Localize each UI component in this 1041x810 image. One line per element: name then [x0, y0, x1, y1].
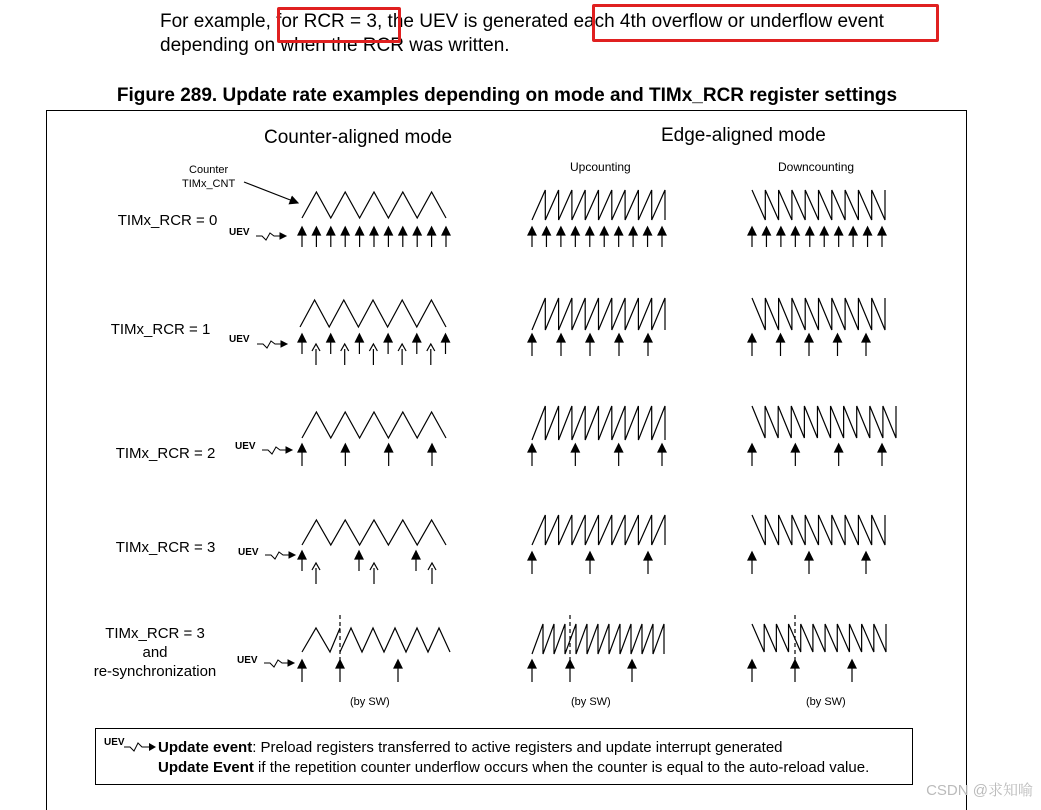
- uev-arrow: [777, 227, 785, 247]
- uev-arrow: [878, 444, 886, 466]
- uev-arrow: [644, 227, 652, 247]
- uev-arrow: [413, 227, 421, 247]
- row-label-rcr0: TIMx_RCR = 0: [117, 212, 218, 229]
- uev-arrow: [336, 660, 344, 682]
- downcount-wave: [752, 624, 886, 652]
- uev-arrow: [312, 344, 320, 365]
- uev-label-rcr1: UEV: [229, 334, 250, 345]
- uev-arrow: [413, 334, 421, 354]
- uev-arrow: [298, 334, 306, 354]
- counter-pointer-arrow: [244, 182, 298, 203]
- uev-arrow: [777, 334, 785, 356]
- uev-arrow: [428, 444, 436, 466]
- uev-arrow: [384, 227, 392, 247]
- upcount-wave: [532, 515, 665, 545]
- uev-arrow: [356, 227, 364, 247]
- uev-arrow: [428, 227, 436, 247]
- counter-wave: [300, 300, 446, 327]
- uev-arrow: [442, 334, 450, 354]
- uev-label-rcr3: UEV: [238, 547, 259, 558]
- header-upcounting: Upcounting: [570, 160, 631, 174]
- uev-arrow: [427, 344, 435, 365]
- uev-symbol-icon: [264, 660, 290, 667]
- uev-arrow: [644, 334, 652, 356]
- intro-line-2: depending on when the RCR was written.: [160, 35, 510, 56]
- uev-arrow: [312, 563, 320, 584]
- uev-arrow: [791, 660, 799, 682]
- uev-arrow: [586, 334, 594, 356]
- legend-line-2: Update Event if the repetition counter underflow occurs when the counter is equal to the auto-reload value.: [158, 759, 870, 776]
- figure-title: Figure 289. Update rate examples depending on mode and TIMx_RCR register settings: [116, 85, 898, 106]
- uev-arrow: [878, 227, 886, 247]
- uev-arrow: [835, 227, 843, 247]
- uev-arrow: [566, 660, 574, 682]
- uev-arrow: [628, 660, 636, 682]
- uev-arrow: [748, 334, 756, 356]
- upcount-wave: [532, 406, 665, 440]
- uev-arrow: [762, 227, 770, 247]
- uev-arrow: [369, 344, 377, 365]
- uev-label-rcr2: UEV: [235, 441, 256, 452]
- uev-symbol-icon: [262, 447, 288, 454]
- uev-arrow: [615, 334, 623, 356]
- uev-arrow: [442, 227, 450, 247]
- uev-arrow: [298, 227, 306, 247]
- uev-arrow: [805, 552, 813, 574]
- uev-arrow: [658, 444, 666, 466]
- uev-arrow: [528, 227, 536, 247]
- counter-wave: [302, 628, 340, 652]
- uev-arrow: [571, 227, 579, 247]
- uev-arrow: [528, 552, 536, 574]
- uev-arrow: [864, 227, 872, 247]
- counter-wave: [302, 412, 446, 438]
- uev-arrow: [341, 227, 349, 247]
- downcount-wave: [752, 406, 896, 438]
- downcount-wave: [752, 190, 885, 220]
- upcount-wave: [532, 624, 664, 654]
- uev-arrow: [748, 444, 756, 466]
- uev-arrow: [298, 660, 306, 682]
- watermark: CSDN @求知喻: [926, 782, 1033, 799]
- uev-arrow: [615, 227, 623, 247]
- uev-arrow: [748, 227, 756, 247]
- uev-arrow: [370, 563, 378, 584]
- uev-label-rcr0: UEV: [229, 227, 250, 238]
- uev-arrow: [298, 444, 306, 466]
- uev-arrow: [557, 334, 565, 356]
- uev-arrow: [806, 227, 814, 247]
- uev-symbol-icon: [256, 233, 282, 240]
- uev-arrow: [791, 227, 799, 247]
- uev-arrow: [394, 660, 402, 682]
- intro-line-1: For example, for RCR = 3, the UEV is generated each 4th overflow or underflow event: [160, 11, 884, 32]
- uev-arrow: [528, 334, 536, 356]
- uev-arrow: [384, 334, 392, 354]
- uev-arrow: [835, 444, 843, 466]
- uev-arrow: [629, 227, 637, 247]
- uev-symbol-icon: [288, 660, 294, 666]
- uev-arrow: [312, 227, 320, 247]
- uev-arrow: [327, 227, 335, 247]
- uev-arrow: [748, 660, 756, 682]
- uev-arrow: [600, 227, 608, 247]
- uev-arrow: [370, 227, 378, 247]
- legend-line-1: Update event: Preload registers transferred to active registers and update interrupt generated: [158, 739, 783, 756]
- uev-arrow: [834, 334, 842, 356]
- by-sw-up: (by SW): [571, 696, 611, 708]
- counter-wave: [302, 520, 446, 545]
- uev-arrow: [412, 551, 420, 571]
- uev-arrow: [528, 660, 536, 682]
- by-sw-down: (by SW): [806, 696, 846, 708]
- uev-arrow: [644, 552, 652, 574]
- uev-arrow: [355, 551, 363, 571]
- uev-symbol-icon: [265, 552, 291, 559]
- downcount-wave: [752, 298, 885, 330]
- downcount-wave: [752, 515, 885, 545]
- uev-arrow: [862, 334, 870, 356]
- upcount-wave: [532, 298, 665, 330]
- uev-arrow: [848, 660, 856, 682]
- header-downcounting: Downcounting: [778, 160, 855, 174]
- uev-arrow: [327, 334, 335, 354]
- uev-symbol-icon: [286, 447, 292, 453]
- legend-uev-arrow-icon: [122, 739, 158, 755]
- uev-arrow: [820, 227, 828, 247]
- uev-symbol-icon: [289, 552, 295, 558]
- row-label-rcr2: TIMx_RCR = 2: [115, 445, 216, 462]
- uev-label-rcr3-resync: UEV: [237, 655, 258, 666]
- uev-arrow: [399, 227, 407, 247]
- uev-arrow: [528, 444, 536, 466]
- header-edge-aligned: Edge-aligned mode: [661, 125, 826, 146]
- upcount-wave: [532, 190, 665, 220]
- row-label-rcr1: TIMx_RCR = 1: [110, 321, 211, 338]
- uev-arrow: [398, 344, 406, 365]
- uev-arrow: [791, 444, 799, 466]
- uev-arrow: [849, 227, 857, 247]
- uev-arrow: [586, 552, 594, 574]
- by-sw-counter: (by SW): [350, 696, 390, 708]
- uev-arrow: [385, 444, 393, 466]
- uev-symbol-icon: [257, 341, 283, 348]
- uev-arrow: [658, 227, 666, 247]
- uev-arrow: [341, 344, 349, 365]
- uev-arrow: [542, 227, 550, 247]
- uev-arrow: [748, 552, 756, 574]
- uev-arrow: [586, 227, 594, 247]
- uev-symbol-icon: [280, 233, 286, 239]
- row-label-rcr3: TIMx_RCR = 3: [115, 539, 216, 556]
- legend-uev-label: UEV: [104, 737, 125, 748]
- uev-arrow: [615, 444, 623, 466]
- legend-box: [95, 728, 913, 785]
- uev-arrow: [805, 334, 813, 356]
- uev-arrow: [298, 551, 306, 571]
- counter-wave: [302, 192, 446, 218]
- uev-symbol-icon: [281, 341, 287, 347]
- counter-wave: [340, 628, 450, 652]
- counter-label: Counter TIMx_CNT: [182, 164, 236, 190]
- uev-arrow: [557, 227, 565, 247]
- header-counter-aligned: Counter-aligned mode: [264, 127, 453, 148]
- uev-arrow: [355, 334, 363, 354]
- row-label-rcr3-resync: TIMx_RCR = 3 and re-synchronization: [93, 625, 217, 680]
- uev-arrow: [571, 444, 579, 466]
- uev-arrow: [341, 444, 349, 466]
- uev-arrow: [428, 563, 436, 584]
- uev-arrow: [862, 552, 870, 574]
